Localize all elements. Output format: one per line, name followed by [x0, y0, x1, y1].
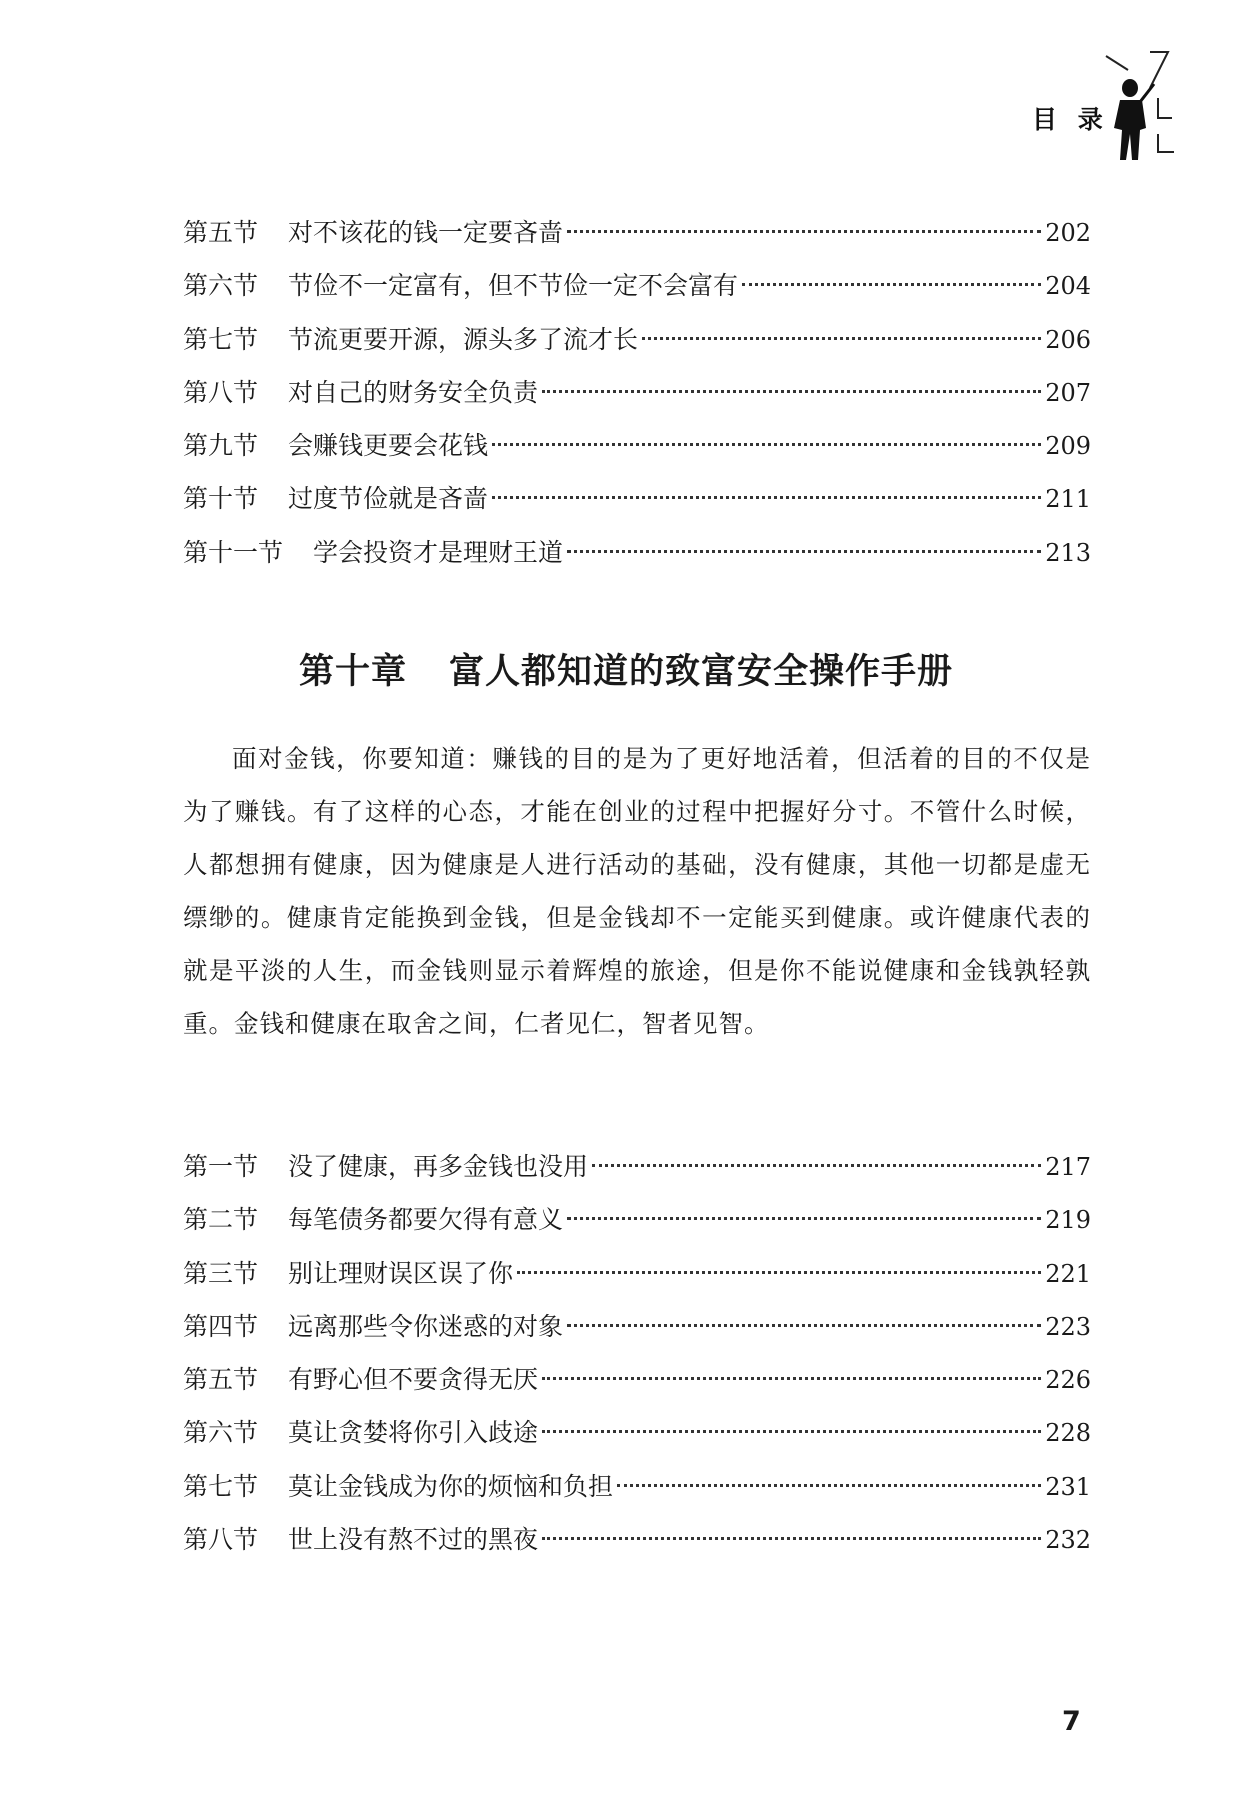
- toc-section-title: 节俭不一定富有，但不节俭一定不会富有: [288, 271, 739, 301]
- toc-section-number: 第七节: [183, 1471, 259, 1501]
- toc-page-number: 213: [1045, 538, 1091, 567]
- toc-entry[interactable]: [183, 313, 1091, 366]
- toc-page-number: 209: [1045, 432, 1091, 461]
- toc-section-number: 第四节: [183, 1311, 259, 1341]
- toc-entry[interactable]: [183, 1406, 1091, 1459]
- toc-section-title: 会赚钱更要会花钱: [288, 431, 489, 461]
- toc-page-number: 231: [1045, 1472, 1091, 1501]
- toc-entry[interactable]: [183, 472, 1091, 525]
- toc-section-title: 学会投资才是理财王道: [313, 537, 564, 567]
- toc-section-title: 过度节俭就是吝啬: [288, 484, 489, 514]
- toc-leader-dots: [492, 442, 1041, 446]
- chapter-title: 富人都知道的致富安全操作手册: [449, 651, 954, 692]
- toc-leader-dots: [617, 1483, 1041, 1487]
- toc-section-number: 第八节: [183, 377, 259, 407]
- toc-section-number: 第三节: [183, 1258, 259, 1288]
- toc-page-number: 219: [1045, 1206, 1091, 1235]
- toc-entry[interactable]: [183, 206, 1091, 259]
- toc-entry[interactable]: [183, 419, 1091, 472]
- toc-page-number: 232: [1045, 1526, 1091, 1555]
- toc-leader-dots: [542, 1536, 1041, 1540]
- toc-entry[interactable]: [183, 1353, 1091, 1406]
- toc-list-chapter-ten: [183, 1140, 1091, 1566]
- toc-section-number: 第九节: [183, 431, 259, 461]
- toc-leader-dots: [742, 282, 1041, 286]
- toc-leader-dots: [542, 1376, 1041, 1380]
- toc-section-title: 有野心但不要贪得无厌: [288, 1365, 539, 1395]
- toc-page-number: 226: [1045, 1366, 1091, 1395]
- toc-page-number: 206: [1045, 325, 1091, 354]
- toc-section-number: 第八节: [183, 1525, 259, 1555]
- toc-leader-dots: [492, 495, 1041, 499]
- toc-section-title: 莫让金钱成为你的烦恼和负担: [288, 1471, 614, 1501]
- toc-section-number: 第十一节: [183, 537, 284, 567]
- toc-section-number: 第六节: [183, 271, 259, 301]
- toc-section-number: 第一节: [183, 1152, 259, 1181]
- toc-entry[interactable]: [183, 1300, 1091, 1353]
- toc-entry[interactable]: [183, 526, 1091, 579]
- toc-section-number: 第七节: [183, 324, 259, 354]
- toc-section-number: 第六节: [183, 1418, 259, 1448]
- toc-section-number: 第二节: [183, 1205, 259, 1235]
- toc-leader-dots: [642, 336, 1041, 340]
- toc-section-title: 对自己的财务安全负责: [288, 377, 539, 407]
- toc-section-number: 第十节: [183, 484, 259, 514]
- toc-section-number: 第五节: [183, 218, 259, 247]
- toc-page-number: 207: [1045, 378, 1091, 407]
- toc-entry[interactable]: [183, 1193, 1091, 1246]
- running-header-title: 目 录: [1032, 105, 1109, 134]
- toc-page-number: 211: [1045, 485, 1091, 514]
- toc-page-number: 223: [1045, 1312, 1091, 1341]
- toc-entry[interactable]: [183, 366, 1091, 419]
- toc-section-number: 第五节: [183, 1365, 259, 1395]
- toc-page-number: 217: [1045, 1153, 1091, 1181]
- toc-section-title: 对不该花的钱一定要吝啬: [288, 218, 564, 247]
- toc-leader-dots: [592, 1163, 1041, 1167]
- toc-leader-dots: [567, 1323, 1041, 1327]
- toc-page-number: 202: [1045, 219, 1091, 247]
- toc-section-title: 没了健康，再多金钱也没用: [288, 1152, 589, 1181]
- toc-section-title: 每笔债务都要欠得有意义: [288, 1205, 564, 1235]
- toc-entry[interactable]: [183, 1513, 1091, 1566]
- toc-entry[interactable]: [183, 1140, 1091, 1193]
- toc-page-number: 204: [1045, 272, 1091, 301]
- toc-leader-dots: [542, 389, 1041, 393]
- toc-entry[interactable]: [183, 1247, 1091, 1300]
- toc-section-title: 节流更要开源，源头多了流才长: [288, 324, 639, 354]
- toc-section-title: 世上没有熬不过的黑夜: [288, 1525, 539, 1555]
- toc-leader-dots: [567, 549, 1041, 553]
- toc-leader-dots: [567, 1216, 1041, 1220]
- toc-section-title: 莫让贪婪将你引入歧途: [288, 1418, 539, 1448]
- page-number: 7: [1062, 1706, 1081, 1737]
- toc-section-title: 别让理财误区误了你: [288, 1258, 514, 1288]
- toc-list-previous-chapter: [183, 206, 1091, 579]
- header-decoration-logo: [1098, 48, 1188, 168]
- toc-page-number: 228: [1045, 1419, 1091, 1448]
- toc-entry[interactable]: [183, 1460, 1091, 1513]
- chapter-intro-paragraph: 面对金钱，你要知道：赚钱的目的是为了更好地活着，但活着的目的不仅是为了赚钱。有了这样的心态，才能在创业的过程中把握好分寸。不管什么时候，人都想拥有健康，因为健康是人进行活动的基础，没有健康，其他一切都是虚无缥缈的。健康肯定能换到金钱，但是金钱却不一定能买到健康。或许健康代表的就是平淡的人生，而金钱则显示着辉煌的旅途，但是你不能说健康和金钱孰轻孰重。金钱和健康在取舍之间，仁者见仁，智者见智。: [183, 744, 1091, 1038]
- toc-page-number: 221: [1045, 1259, 1091, 1288]
- toc-leader-dots: [517, 1270, 1041, 1274]
- chapter-heading: [0, 644, 1252, 694]
- toc-leader-dots: [542, 1429, 1041, 1433]
- toc-entry[interactable]: [183, 259, 1091, 312]
- toc-section-title: 远离那些令你迷惑的对象: [288, 1311, 564, 1341]
- chapter-number: 第十章: [298, 651, 407, 692]
- toc-leader-dots: [567, 229, 1041, 233]
